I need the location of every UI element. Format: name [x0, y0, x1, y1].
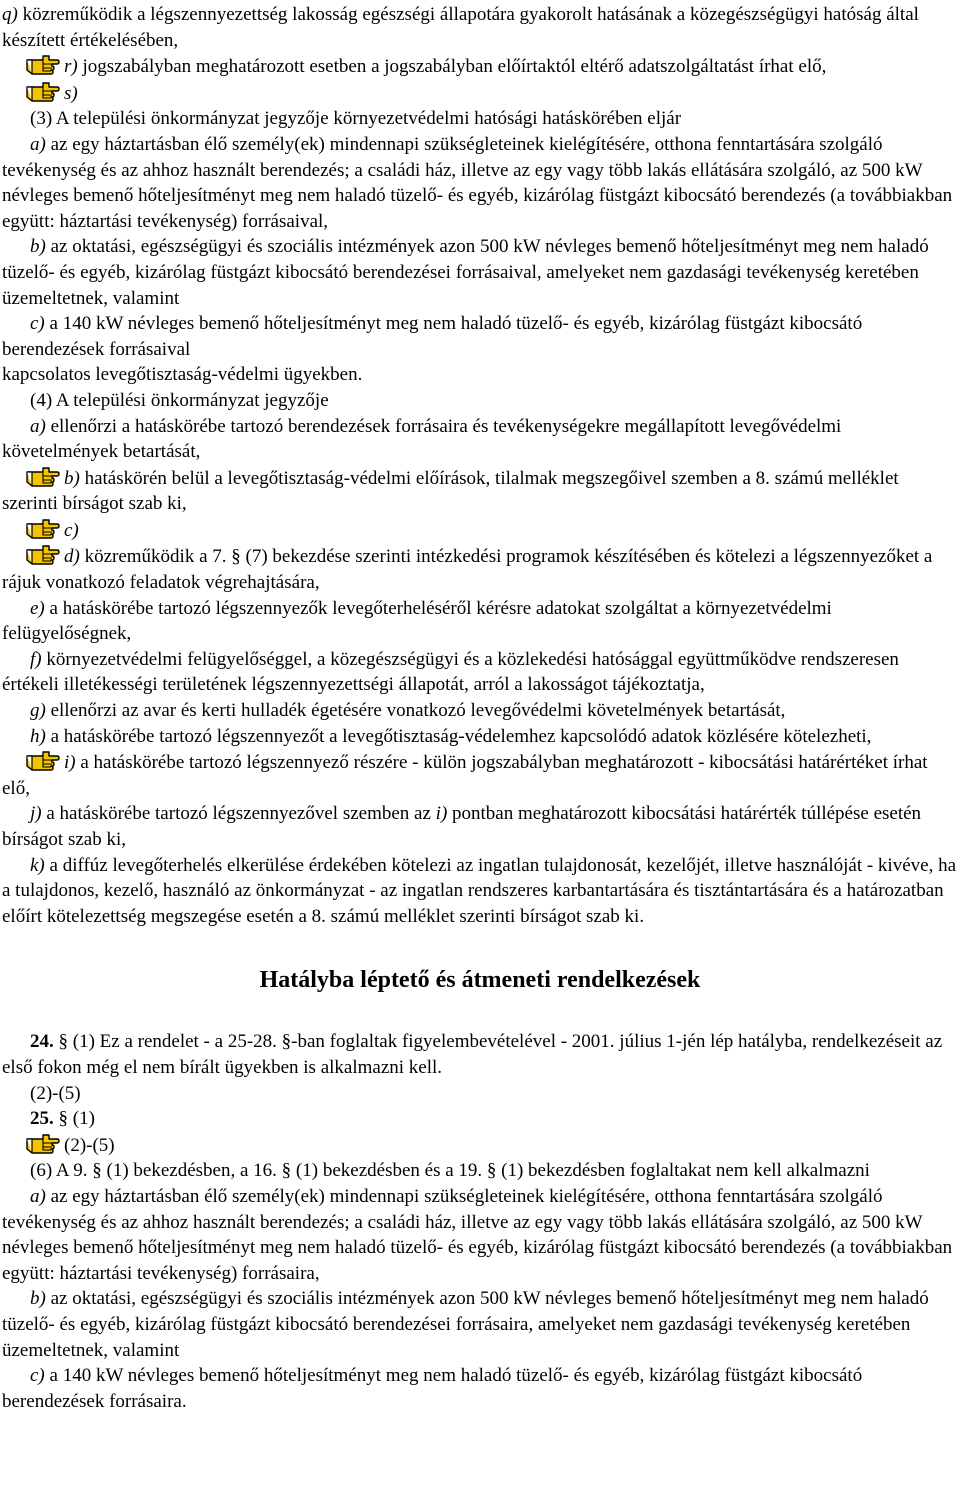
item-6b — [2, 1286, 958, 1363]
item-3b — [2, 234, 958, 311]
item-24 — [2, 1029, 958, 1080]
section-title: Hatályba léptető és átmeneti rendelkezések — [259, 967, 701, 994]
hand-pointer-icon[interactable] — [26, 1132, 60, 1154]
item-4f — [2, 647, 958, 698]
text-4h: a hatáskörébe tartozó légszennyezőt a levegőtisztaság-védelemhez kapcsolódó adatok közlésére kötelezheti, — [50, 725, 872, 747]
text-4k: a diffúz levegőterhelés elkerülése érdekében kötelezi az ingatlan tulajdonosát, kezelőjét, illetve használóját - kivéve, ha a tulajdonos, kezelő, használó az önkormányzat - az ingatlan rendszeres karbantartására és tisztántartására és a határozatban előírt kötelezettség megszegése esetén a 8. számú melléklet szerinti bírságot szab ki. — [2, 854, 957, 927]
item-4a — [2, 414, 958, 465]
text-4a: ellenőrzi a hatáskörébe tartozó berendezések forrásaira és tevékenységekre megállapított levegővédelmi követelmények betartását, — [2, 415, 842, 463]
hand-pointer-icon[interactable] — [26, 749, 60, 771]
item-24-sub: (2)-(5) — [30, 1082, 81, 1104]
document-body — [2, 2, 958, 1414]
item-6a — [2, 1184, 958, 1286]
text-6c: a 140 kW névleges bemenő hőteljesítményt meg nem haladó tüzelő- és egyéb, kizárólag füstgázt kibocsátó berendezések forrásaira. — [2, 1365, 863, 1412]
label-4h: h) — [30, 725, 46, 747]
text-4g: ellenőrzi az avar és kerti hulladék égetésére vonatkozó levegővédelmi követelmények betartását, — [50, 700, 786, 722]
label-r: r) — [64, 56, 78, 78]
label-6c: c) — [30, 1365, 45, 1387]
para-3-tail: kapcsolatos levegőtisztaság-védelmi ügyekben. — [2, 364, 363, 386]
item-25-sub — [2, 1132, 958, 1159]
item-q — [2, 2, 958, 53]
text-4i: a hatáskörébe tartozó légszennyező részére - külön jogszabályban meghatározott - kibocsátási határértéket írhat elő, — [2, 752, 928, 799]
label-4f: f) — [30, 648, 42, 670]
text-r: jogszabályban meghatározott esetben a jogszabályban előírtaktól eltérő adatszolgáltatást írhat elő, — [82, 56, 827, 78]
text-6b: az oktatási, egészségügyi és szociális intézmények azon 500 kW névleges bemenő hőteljesítményt meg nem haladó tüzelő- és egyéb, kizárólag füstgázt kibocsátó berendezései forrásaira, amelyeket nem gazdasági tevékenység keretében üzemeltetnek, valamint — [2, 1288, 929, 1361]
label-4d: d) — [64, 546, 80, 568]
label-4g: g) — [30, 700, 46, 722]
item-4c — [2, 517, 958, 544]
label-25: 25. — [30, 1108, 54, 1130]
hand-pointer-icon[interactable] — [26, 543, 60, 565]
label-q: q) — [2, 4, 18, 25]
item-s — [2, 80, 958, 107]
hand-pointer-icon[interactable] — [26, 80, 60, 102]
text-4j-2: pontban meghatározott kibocsátási határérték túllépése esetén bírságot szab ki, — [2, 803, 922, 850]
label-24: 24. — [30, 1031, 54, 1053]
label-4b: b) — [64, 467, 80, 489]
item-3a — [2, 132, 958, 234]
para-3-head: (3) A települési önkormányzat jegyzője környezetvédelmi hatósági hatáskörében eljár — [30, 108, 682, 130]
item-4b — [2, 465, 958, 517]
text-24: § (1) Ez a rendelet - a 25-28. §-ban foglaltak figyelembevételével - 2001. július 1-jén lép hatályba, rendelkezéseit az első fokon még el nem bírált ügyekben is alkalmazni kell. — [2, 1031, 943, 1078]
label-3b: b) — [30, 236, 46, 258]
label-4j: j) — [30, 803, 42, 825]
text-q: közreműködik a légszennyezettség lakosság egészségi állapotára gyakorolt hatásának a közegészségügyi hatóság által készített értékelésében, — [2, 4, 919, 51]
hand-pointer-icon[interactable] — [26, 465, 60, 487]
label-3c: c) — [30, 313, 45, 335]
ref-4j: i) — [435, 803, 448, 825]
item-4g — [2, 698, 958, 724]
item-r — [2, 53, 958, 80]
text-25: § (1) — [58, 1108, 95, 1130]
text-3b: az oktatási, egészségügyi és szociális intézmények azon 500 kW névleges bemenő hőteljesítményt meg nem haladó tüzelő- és egyéb, kizárólag füstgázt kibocsátó berendezései forrásaival, amelyeket nem gazdasági tevékenység keretében üzemeltetnek, valamint — [2, 236, 929, 309]
text-4f: környezetvédelmi felügyelőséggel, a közegészségügyi és a közlekedési hatósággal együttműködve rendszeresen értékeli illetékességi területének légszennyezettségi állapotát, arról a lakosságot tájékoztatja, — [2, 648, 899, 696]
item-25 — [2, 1106, 958, 1132]
text-4e: a hatáskörébe tartozó légszennyezők levegőterheléséről kérésre adatokat szolgáltat a környezetvédelmi felügyelőségnek, — [2, 597, 832, 645]
para-6-head: (6) A 9. § (1) bekezdésben, a 16. § (1) bekezdésben és a 19. § (1) bekezdésben foglaltakat nem kell alkalmazni — [30, 1160, 870, 1182]
label-6a: a) — [30, 1185, 46, 1207]
hand-pointer-icon[interactable] — [26, 53, 60, 75]
text-3c: a 140 kW névleges bemenő hőteljesítményt meg nem haladó tüzelő- és egyéb, kizárólag füstgázt kibocsátó berendezések forrásaival — [2, 313, 863, 360]
item-3c — [2, 311, 958, 362]
label-4i: i) — [64, 752, 76, 774]
text-3a: az egy háztartásban élő személy(ek) mindennapi szükségleteinek kielégítésére, otthona fenntartására szolgáló tevékenység és az ahhoz használt berendezés; a családi ház, illetve az egy vagy több lakás ellátására szolgáló, az 500 kW névleges bemenő hőteljesítményt meg nem haladó tüzelő- és egyéb, kizárólag füstgázt kibocsátó berendezés (a továbbiakban együtt: háztartási tevékenység) forrásaival, — [2, 133, 953, 232]
text-4b: hatáskörén belül a levegőtisztaság-védelmi előírások, tilalmak megszegőivel szemben a 8. számú melléklet szerinti bírságot szab ki, — [2, 467, 899, 515]
label-4a: a) — [30, 415, 46, 437]
item-6c — [2, 1363, 958, 1414]
item-4i — [2, 749, 958, 801]
label-3a: a) — [30, 133, 46, 155]
label-4e: e) — [30, 597, 45, 619]
label-4k: k) — [30, 854, 45, 876]
label-4c: c) — [64, 519, 79, 541]
para-4-head: (4) A települési önkormányzat jegyzője — [30, 389, 329, 411]
text-6a: az egy háztartásban élő személy(ek) mindennapi szükségleteinek kielégítésére, otthona fenntartására szolgáló tevékenység és az ahhoz használt berendezés; a családi ház, illetve az egy vagy több lakás ellátására szolgáló, az 500 kW névleges bemenő hőteljesítményt meg nem haladó tüzelő- és egyéb, kizárólag füstgázt kibocsátó berendezés (a továbbiakban együtt: háztartási tevékenység) forrásaira, — [2, 1185, 953, 1284]
item-4e — [2, 596, 958, 647]
text-4d: közreműködik a 7. § (7) bekezdése szerinti intézkedési programok készítésében és kötelezi a légszennyezőket a rájuk vonatkozó feladatok végrehajtására, — [2, 546, 933, 594]
item-4j — [2, 801, 958, 852]
item-4k — [2, 853, 958, 930]
hand-pointer-icon[interactable] — [26, 517, 60, 539]
text-25-sub: (2)-(5) — [64, 1134, 115, 1156]
label-s: s) — [64, 82, 78, 104]
item-4h — [2, 724, 958, 750]
text-4j-1: a hatáskörébe tartozó légszennyezővel szemben az — [46, 803, 431, 825]
label-6b: b) — [30, 1288, 46, 1310]
item-4d — [2, 543, 958, 595]
